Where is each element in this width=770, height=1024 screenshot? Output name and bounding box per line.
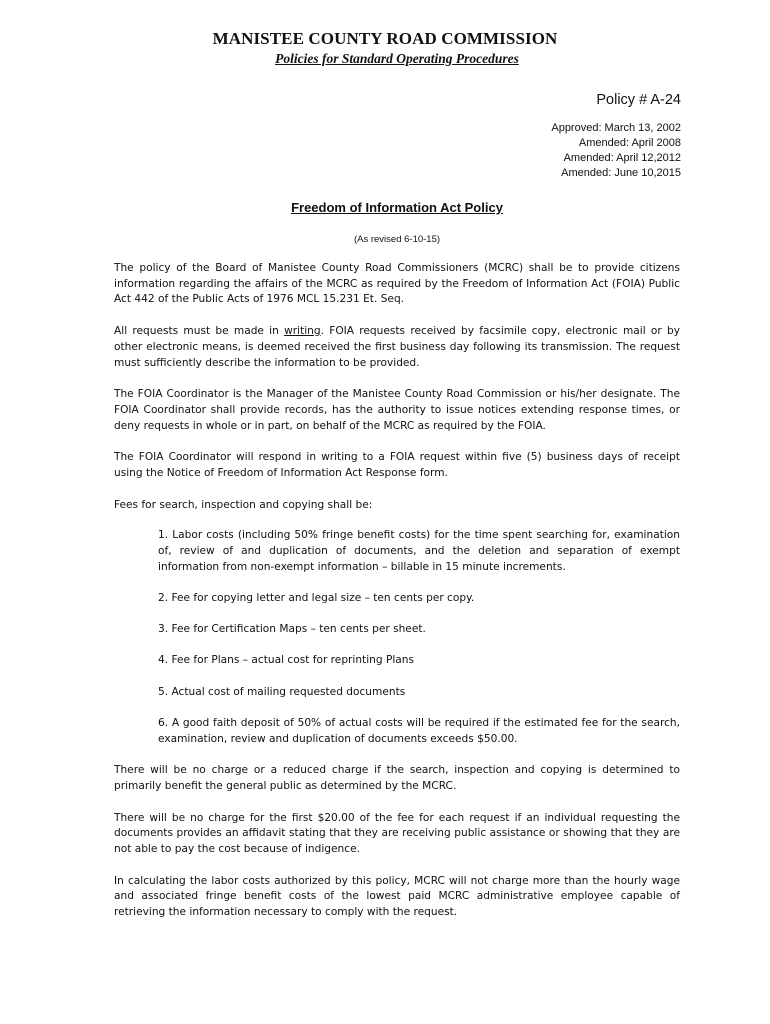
- paragraph-response-time: The FOIA Coordinator will respond in writing to a FOIA request within five (5) business days of receipt using the Notice of Freedom of Information Act Response form.: [114, 451, 680, 480]
- list-item: 2. Fee for copying letter and legal size – ten cents per copy.: [158, 592, 475, 605]
- paragraph-fees-intro: Fees for search, inspection and copying shall be:: [114, 498, 373, 511]
- list-item: 1. Labor costs (including 50% fringe benefit costs) for the time spent searching for, examination of, review of and duplication of documents, and the deletion and separation of exempt information from non-exempt information – billable in 15 minute increments.: [158, 529, 680, 573]
- policy-dates: [551, 121, 681, 181]
- paragraph-written-requests: [114, 324, 680, 371]
- list-item: 4. Fee for Plans – actual cost for reprinting Plans: [158, 654, 415, 667]
- paragraph-policy-statement: The policy of the Board of Manistee County Road Commissioners (MCRC) shall be to provide citizens information regarding the affairs of the MCRC as required by the Freedom of Information Act (FOIA) Public Act 442 of the Public Acts of 1976 MCL 15.231 Et. Seq.: [114, 262, 680, 306]
- paragraph-public-benefit: There will be no charge or a reduced charge if the search, inspection and copying is determined to primarily benefit the general public as determined by the MCRC.: [114, 764, 680, 792]
- paragraph-labor-costs: In calculating the labor costs authorized by this policy, MCRC will not charge more than the hourly wage and associated fringe benefit costs of the lowest paid MCRC administrative employee capable of retrieving the information necessary to comply with the request.: [114, 874, 680, 919]
- amended-date: Amended: April 2008: [578, 137, 681, 149]
- policy-number: Policy # A-24: [596, 92, 681, 108]
- policy-body: [114, 261, 680, 921]
- paragraph-foia-coordinator: The FOIA Coordinator is the Manager of the Manistee County Road Commission or his/her designate. The FOIA Coordinator shall provide records, has the authority to issue notices extending response times, or deny requests in whole or in part, on behalf of the MCRC as required by the FOIA.: [114, 388, 680, 432]
- list-item: 5. Actual cost of mailing requested documents: [158, 685, 406, 698]
- paragraph-text: All requests must be made in: [114, 325, 285, 338]
- paragraph-indigence: There will be no charge for the first $20.00 of the fee for each request if an individual requesting the documents provides an affidavit stating that they are receiving public assistance or showing that they are not able to pay the cost because of indigence.: [114, 811, 680, 856]
- revision-note: (As revised 6-10-15): [353, 234, 441, 245]
- paragraph-text: . FOIA requests received by facsimile copy, electronic mail or by other electronic means, is deemed received the first business day following its transmission. The request must sufficiently describe the information to be provided.: [114, 325, 680, 369]
- amended-date: Amended: June 10,2015: [561, 167, 681, 179]
- underlined-writing: writing: [284, 325, 321, 338]
- organization-name: MANISTEE COUNTY ROAD COMMISSION: [212, 29, 558, 48]
- policy-title: Freedom of Information Act Policy: [291, 200, 503, 215]
- approved-date: Approved: March 13, 2002: [551, 122, 681, 134]
- list-item: 3. Fee for Certification Maps – ten cents per sheet.: [158, 623, 426, 636]
- fees-list: [158, 528, 680, 747]
- amended-date: Amended: April 12,2012: [563, 152, 681, 164]
- list-item: 6. A good faith deposit of 50% of actual costs will be required if the estimated fee for the search, examination, review and duplication of documents exceeds $50.00.: [158, 716, 680, 745]
- document-subtitle: Policies for Standard Operating Procedures: [275, 51, 519, 66]
